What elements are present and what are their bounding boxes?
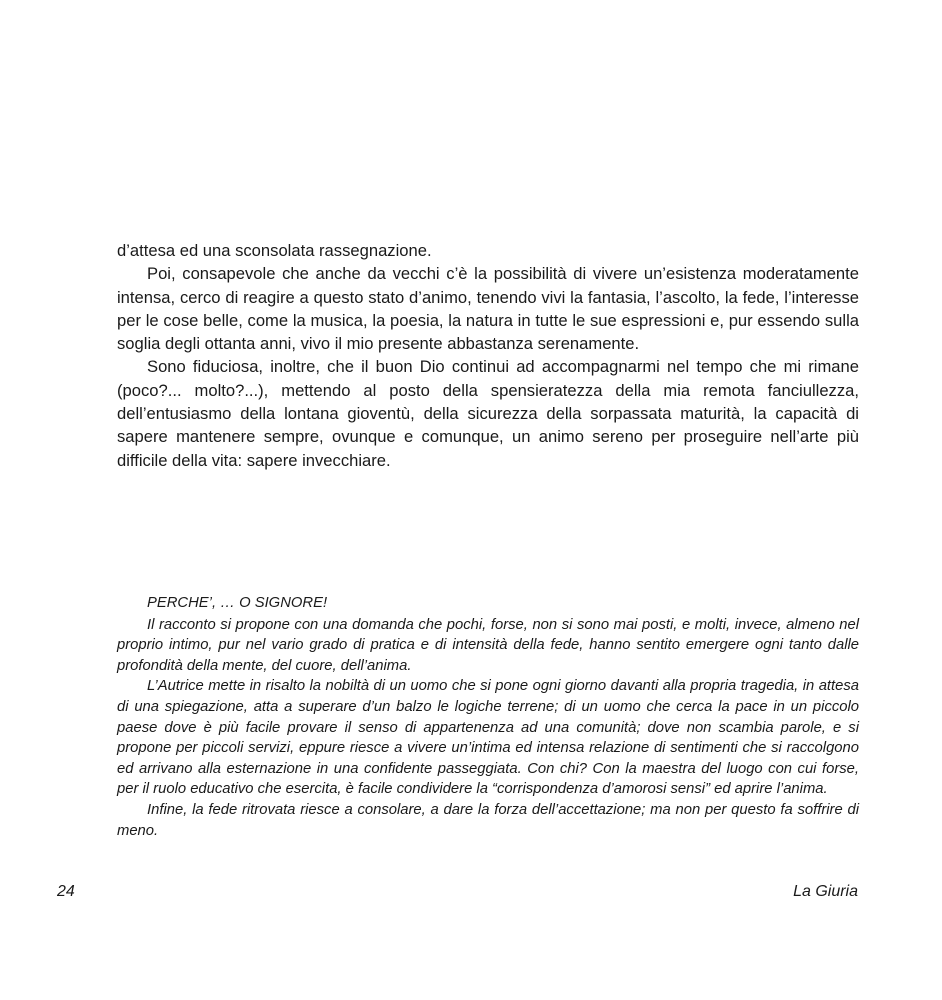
review-paragraph-3: Infine, la fede ritrovata riesce a consolare, a dare la forza dell’accettazione; ma non per questo fa soffrire di meno. xyxy=(117,801,859,839)
jury-review-block xyxy=(117,593,859,841)
running-footer: La Giuria xyxy=(793,883,858,900)
review-paragraph-1: Il racconto si propone con una domanda che pochi, forse, non si sono mai posti, e molti, invece, almeno nel proprio intimo, pur nel vario grado di pratica e di intensità della fede, hanno sentito emergere ogni tanto dalle profondità della mente, del cuore, dell’anima. xyxy=(117,616,859,674)
main-paragraph-3: Sono fiduciosa, inoltre, che il buon Dio continui ad accompagnarmi nel tempo che mi rimane (poco?... molto?...), mettendo al posto della spensieratezza della mia remota fanciullezza, dell’entusiasmo della lontana gioventù, della sicurezza della sorpassata maturità, la capacità di sapere mantenere sempre, ovunque e comunque, un animo sereno per proseguire nell’arte più difficile della vita: sapere invecchiare. xyxy=(117,357,859,470)
review-title: PERCHE’, … O SIGNORE! xyxy=(147,595,328,611)
review-paragraph-2: L’Autrice mette in risalto la nobiltà di un uomo che si pone ogni giorno davanti alla propria tragedia, in attesa di una spiegazione, atta a superare d’un balzo le logiche terrene; di un uomo che cerca la pace in un piccolo paese dove è più facile provare il senso di appartenenza ad una comunità; dove non scambia parole, e si propone per piccoli servizi, eppure riesce a vivere un’intima ed intensa relazione di sentimenti che si raccolgono ed arrivano alla esternazione in una confidente passeggiata. Con chi? Con la maestra del luogo con cui forse, per il ruolo educativo che esercita, è facile condividere la “corrispondenza d’amorosi sensi” ed aprire l’anima. xyxy=(117,678,859,798)
main-paragraph-1: d’attesa ed una sconsolata rassegnazione. xyxy=(117,241,432,260)
page-number: 24 xyxy=(57,883,75,900)
main-text-block xyxy=(117,239,859,472)
main-paragraph-2: Poi, consapevole che anche da vecchi c’è la possibilità di vivere un’esistenza moderatamente intensa, cerco di reagire a questo stato d’animo, tenendo vivi la fantasia, l’ascolto, la fede, l’interesse per le cose belle, come la musica, la poesia, la natura in tutte le sue espressioni e, pur essendo sulla soglia degli ottanta anni, vivo il mio presente abbastanza serenamente. xyxy=(117,264,859,354)
